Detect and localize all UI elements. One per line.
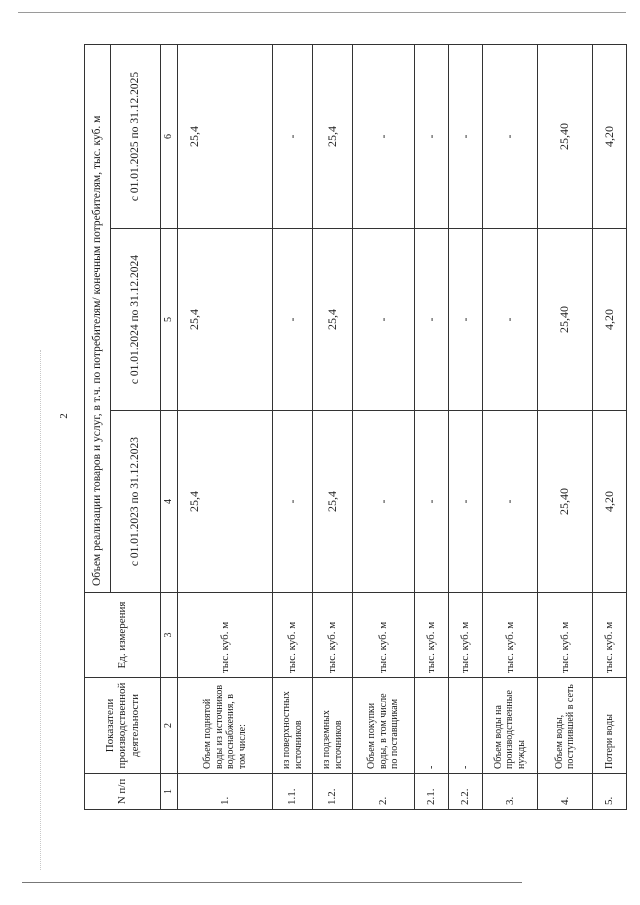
row-value-2024: - — [273, 229, 313, 411]
scan-top-edge — [18, 12, 626, 13]
table-row — [593, 44, 627, 809]
row-number: 2.1. — [415, 774, 449, 810]
row-indicator: Объем поднятой воды из источников водоснабжения, в том числе: — [178, 678, 273, 774]
table-row — [415, 44, 449, 809]
row-number: 1.2. — [313, 774, 353, 810]
row-value-2025: - — [415, 44, 449, 228]
row-number: 2.2. — [449, 774, 483, 810]
column-index: 3 — [161, 593, 178, 678]
row-indicator: Потери воды — [593, 678, 627, 774]
row-unit: тыс. куб. м — [483, 593, 538, 678]
row-indicator: Объем покупки воды, в том числе по поставщикам — [353, 678, 415, 774]
row-unit: тыс. куб. м — [273, 593, 313, 678]
table-row — [313, 44, 353, 809]
table-row — [178, 44, 273, 809]
row-value-2025: 25,4 — [178, 44, 273, 228]
row-value-2023: 25,4 — [178, 411, 273, 593]
row-value-2023: 25,4 — [313, 411, 353, 593]
row-indicator: из подземных источников — [313, 678, 353, 774]
row-number: 3. — [483, 774, 538, 810]
row-value-2025: - — [353, 44, 415, 228]
header-sales-volume-group: Объем реализации товаров и услуг, в т.ч. по потребителям/ конечным потребителям, тыс. куб. м — [85, 44, 111, 592]
row-value-2023: - — [449, 411, 483, 593]
row-value-2023: 25,40 — [538, 411, 593, 593]
row-value-2024: - — [415, 229, 449, 411]
production-indicators-table — [84, 44, 627, 810]
row-value-2024: - — [353, 229, 415, 411]
row-value-2023: - — [353, 411, 415, 593]
table-row — [449, 44, 483, 809]
table-row — [273, 44, 313, 809]
row-indicator: - — [415, 678, 449, 774]
header-unit: Ед. измерения — [85, 593, 161, 678]
row-value-2025: - — [273, 44, 313, 228]
row-indicator: Объем воды на производственные нужды — [483, 678, 538, 774]
row-unit: тыс. куб. м — [313, 593, 353, 678]
row-unit: тыс. куб. м — [449, 593, 483, 678]
row-value-2025: 25,4 — [313, 44, 353, 228]
row-unit: тыс. куб. м — [593, 593, 627, 678]
row-value-2024: 4,20 — [593, 229, 627, 411]
row-indicator: из поверхностных источников — [273, 678, 313, 774]
column-index: 2 — [161, 678, 178, 774]
row-value-2024: - — [483, 229, 538, 411]
header-period-2024: с 01.01.2024 по 31.12.2024 — [111, 229, 161, 411]
header-n: N п/п — [85, 774, 161, 810]
row-indicator: Объем воды, поступившей в сеть — [538, 678, 593, 774]
table-row — [353, 44, 415, 809]
row-value-2023: 4,20 — [593, 411, 627, 593]
row-value-2025: - — [449, 44, 483, 228]
column-index: 6 — [161, 44, 178, 228]
row-value-2023: - — [415, 411, 449, 593]
row-number: 2. — [353, 774, 415, 810]
table-row — [538, 44, 593, 809]
header-period-2025: с 01.01.2025 по 31.12.2025 — [111, 44, 161, 228]
table-row — [483, 44, 538, 809]
row-indicator: - — [449, 678, 483, 774]
scan-left-edge — [40, 350, 41, 870]
column-index: 5 — [161, 229, 178, 411]
row-unit: тыс. куб. м — [178, 593, 273, 678]
row-unit: тыс. куб. м — [353, 593, 415, 678]
rotated-table-frame — [84, 45, 616, 810]
row-value-2024: 25,4 — [178, 229, 273, 411]
header-period-2023: с 01.01.2023 по 31.12.2023 — [111, 411, 161, 593]
row-unit: тыс. куб. м — [415, 593, 449, 678]
scan-bottom-edge — [22, 882, 522, 883]
row-number: 1.1. — [273, 774, 313, 810]
row-value-2024: 25,4 — [313, 229, 353, 411]
row-value-2024: 25,40 — [538, 229, 593, 411]
row-value-2025: 4,20 — [593, 44, 627, 228]
row-value-2025: - — [483, 44, 538, 228]
column-index-row — [161, 44, 178, 809]
row-value-2025: 25,40 — [538, 44, 593, 228]
row-number: 5. — [593, 774, 627, 810]
row-value-2023: - — [483, 411, 538, 593]
column-index: 1 — [161, 774, 178, 810]
rotated-table-content — [84, 45, 616, 810]
row-unit: тыс. куб. м — [538, 593, 593, 678]
column-index: 4 — [161, 411, 178, 593]
row-value-2024: - — [449, 229, 483, 411]
row-number: 1. — [178, 774, 273, 810]
row-number: 4. — [538, 774, 593, 810]
page-number: 2 — [58, 413, 70, 419]
header-indicator: Показатели производственной деятельности — [85, 678, 161, 774]
row-value-2023: - — [273, 411, 313, 593]
